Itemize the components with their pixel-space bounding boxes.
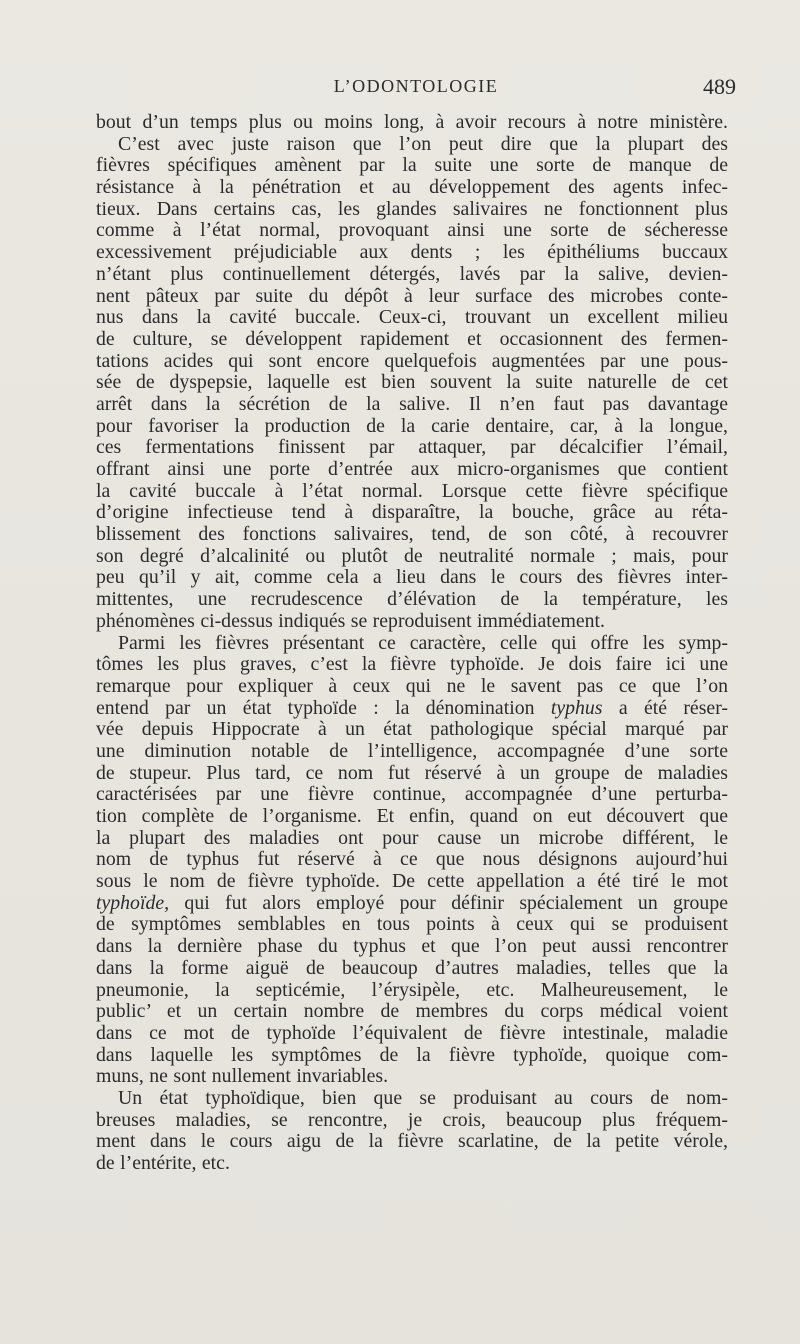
text-line: comme à l’état normal, provoquant ainsi une sorte de sécheresse bbox=[96, 220, 728, 242]
text-line: d’origine infectieuse tend à disparaître, la bouche, grâce au réta- bbox=[96, 502, 728, 524]
text-line: sous le nom de fièvre typhoïde. De cette appellation a été tiré le mot bbox=[96, 871, 728, 893]
text-line: offrant ainsi une porte d’entrée aux micro-organismes que contient bbox=[96, 459, 728, 480]
text-line: Un état typhoïdique, bien que se produisant au cours de nom- bbox=[118, 1087, 728, 1109]
text-line: n’étant plus continuellement détergés, lavés par la salive, devien- bbox=[96, 263, 728, 285]
text-run: a été réser- bbox=[618, 697, 728, 719]
page-number: 489 bbox=[703, 74, 736, 99]
text-line: la plupart des maladies ont pour cause un microbe différent, le bbox=[96, 827, 728, 849]
text-line: une diminution notable de l’intelligence, accompagnée d’une sorte bbox=[96, 740, 728, 762]
italic-term: typhus bbox=[550, 697, 603, 719]
text-line: de l’entérite, etc. bbox=[96, 1153, 230, 1174]
text-line: dans la forme aiguë de beaucoup d’autres maladies, telles que la bbox=[96, 957, 728, 979]
text-line: tômes les plus graves, c’est la fièvre typhoïde. Je dois faire ici une bbox=[96, 654, 728, 676]
text-line bbox=[96, 698, 728, 720]
text-line: dans ce mot de typhoïde l’équivalent de fièvre intestinale, maladie bbox=[96, 1022, 728, 1044]
text-line: ces fermentations finissent par attaquer, par décalcifier l’émail, bbox=[96, 437, 728, 459]
text-line: breuses maladies, se rencontre, je crois, beaucoup plus fréquem- bbox=[96, 1109, 728, 1131]
text-line: dans laquelle les symptômes de la fièvre typhoïde, quoique com- bbox=[96, 1044, 728, 1066]
text-line: de culture, se développent rapidement et occasionnent des fermen- bbox=[96, 328, 728, 350]
text-line: public’ et un certain nombre de membres du corps médical voient bbox=[96, 1001, 728, 1023]
italic-term: typhoïde, bbox=[96, 892, 170, 914]
text-line: nom de typhus fut réservé à ce que nous désignons aujourd’hui bbox=[96, 849, 728, 871]
text-line: peu qu’il y ait, comme cela a lieu dans le cours des fièvres inter- bbox=[96, 567, 728, 589]
text-line: sée de dyspepsie, laquelle est bien souvent la suite naturelle de cet bbox=[96, 372, 728, 394]
text-line: bout d’un temps plus ou moins long, à avoir recours à notre ministère. bbox=[96, 112, 728, 133]
text-line: tieux. Dans certains cas, les glandes salivaires ne fonctionnent plus bbox=[96, 198, 728, 220]
text-line: caractérisées par une fièvre continue, accompagnée d’une perturba- bbox=[96, 784, 728, 806]
text-line: tion complète de l’organisme. Et enfin, quand on eut découvert que bbox=[96, 806, 728, 827]
text-line: blissement des fonctions salivaires, tend, de son côté, à recouvrer bbox=[96, 524, 728, 546]
text-line: pour favoriser la production de la carie dentaire, car, à la longue, bbox=[96, 415, 728, 437]
text-line: de stupeur. Plus tard, ce nom fut réservé à un groupe de maladies bbox=[96, 762, 728, 784]
text-line: remarque pour expliquer à ceux qui ne le savent pas ce que l’on bbox=[96, 675, 728, 697]
text-line: fièvres spécifiques amènent par la suite une sorte de manque de bbox=[96, 155, 728, 177]
text-line: arrêt dans la sécrétion de la salive. Il n’en faut pas davantage bbox=[96, 393, 728, 415]
text-line: nent pâteux par suite du dépôt à leur surface des microbes conte- bbox=[96, 285, 728, 307]
text-line: ment dans le cours aigu de la fièvre scarlatine, de la petite vérole, bbox=[96, 1131, 728, 1153]
text-line: résistance à la pénétration et au développement des agents infec- bbox=[96, 177, 728, 199]
text-line: muns, ne sont nullement invariables. bbox=[96, 1066, 389, 1088]
body-text bbox=[96, 112, 728, 1175]
text-run: entend par un état typhoïde : la dénomination bbox=[96, 697, 535, 719]
text-line: vée depuis Hippocrate à un état pathologique spécial marqué par bbox=[96, 719, 728, 741]
text-line: C’est avec juste raison que l’on peut dire que la plupart des bbox=[118, 133, 728, 155]
text-line: phénomènes ci-dessus indiqués se reproduisent immédiatement. bbox=[96, 610, 605, 632]
text-run: qui fut alors employé pour définir spécialement un groupe bbox=[184, 892, 728, 914]
text-line bbox=[96, 893, 728, 915]
text-line: de symptômes semblables en tous points à ceux qui se produisent bbox=[96, 914, 728, 936]
text-line: Parmi les fièvres présentant ce caractère, celle qui offre les symp- bbox=[118, 632, 728, 654]
text-line: mittentes, une recrudescence d’élévation de la température, les bbox=[96, 589, 728, 611]
text-line: son degré d’alcalinité ou plutôt de neutralité normale ; mais, pour bbox=[96, 545, 728, 567]
text-line: excessivement préjudiciable aux dents ; les épithéliums buccaux bbox=[96, 242, 728, 264]
text-line: tations acides qui sont encore quelquefois augmentées par une pous- bbox=[96, 350, 728, 372]
running-title: L’ODONTOLOGIE bbox=[333, 76, 499, 96]
text-line: la cavité buccale à l’état normal. Lorsque cette fièvre spécifique bbox=[96, 480, 728, 502]
page-header bbox=[96, 76, 736, 104]
text-line: dans la dernière phase du typhus et que l’on peut aussi rencontrer bbox=[96, 936, 728, 958]
text-line: pneumonie, la septicémie, l’érysipèle, etc. Malheureusement, le bbox=[96, 979, 728, 1001]
text-line: nus dans la cavité buccale. Ceux-ci, trouvant un excellent milieu bbox=[96, 307, 728, 329]
